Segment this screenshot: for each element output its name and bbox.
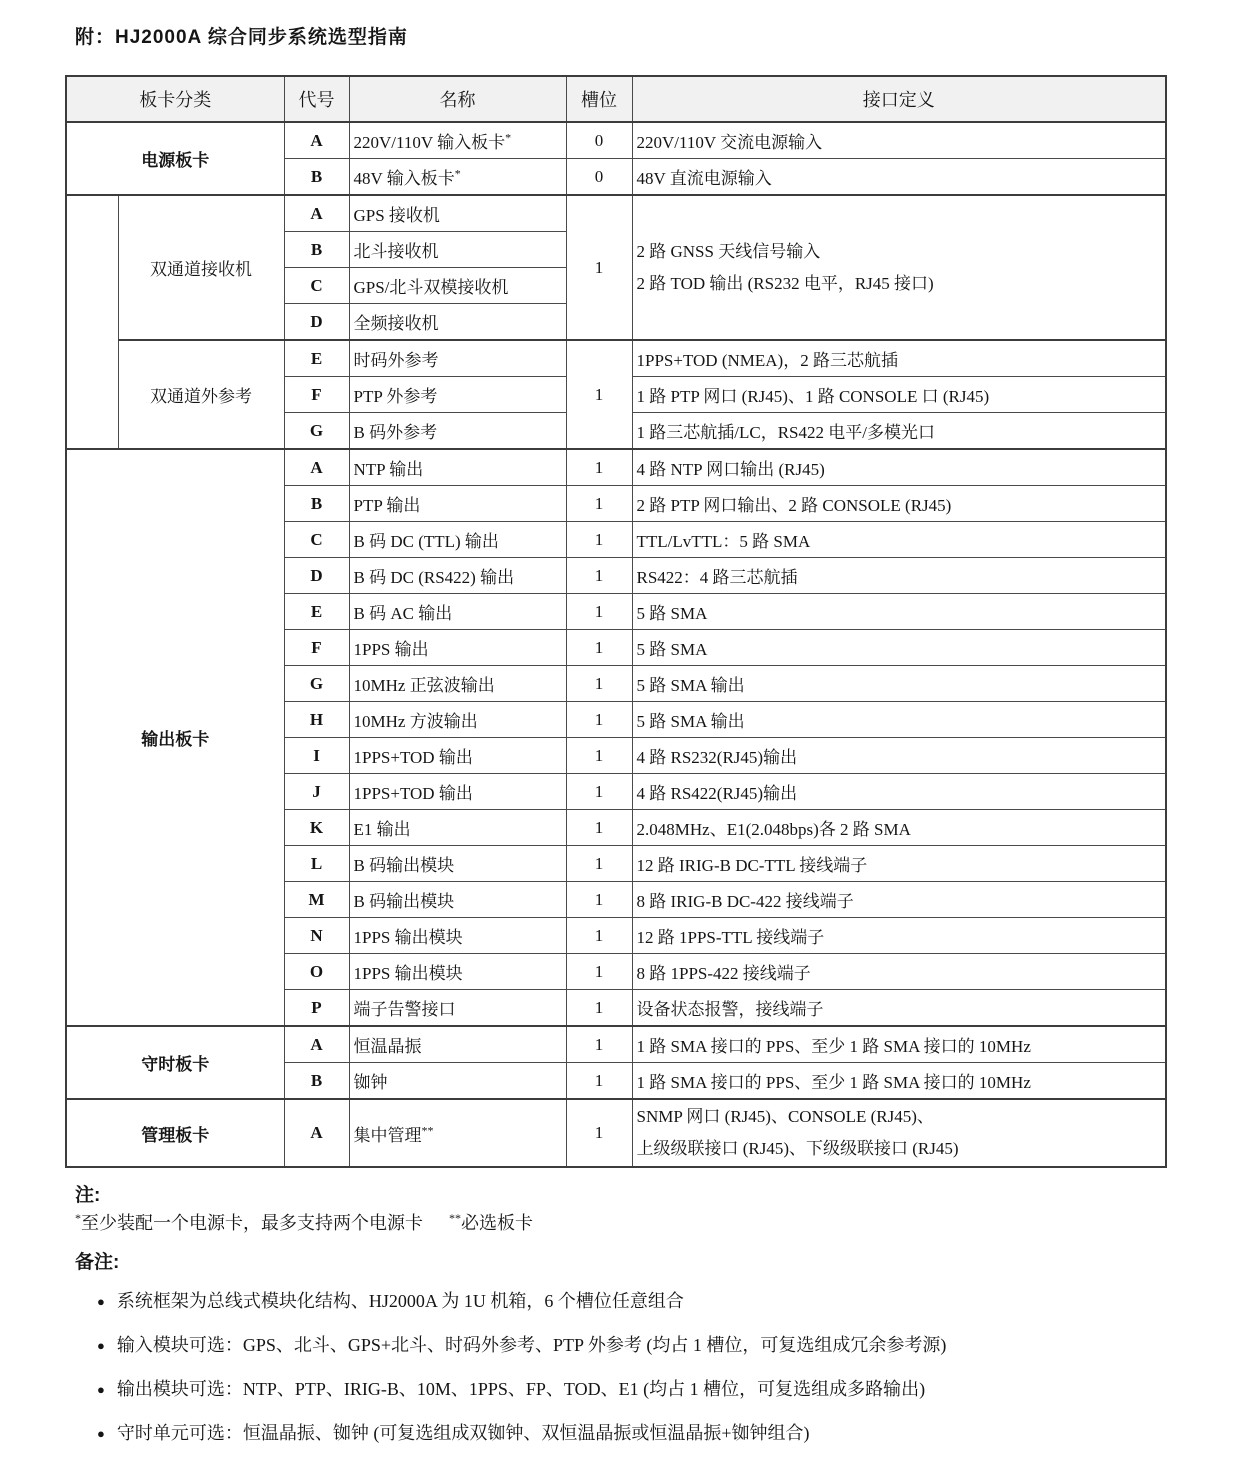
cell-interface: 设备状态报警，接线端子 <box>632 990 1166 1027</box>
board-name: PTP 输出 <box>353 496 421 515</box>
cell-name <box>349 195 566 232</box>
cell-slot: 1 <box>566 1063 632 1100</box>
cell-interface: 2.048MHz、E1(2.048bps)各 2 路 SMA <box>632 810 1166 846</box>
table-row <box>66 1026 1166 1063</box>
table-row <box>66 449 1166 486</box>
cell-code: B <box>284 1063 349 1100</box>
board-name: 全频接收机 <box>353 314 439 333</box>
cell-code: L <box>284 846 349 882</box>
board-name: B 码输出模块 <box>353 892 455 911</box>
board-name: 北斗接收机 <box>353 242 439 261</box>
cell-interface <box>632 1099 1166 1167</box>
footnote-marker: * <box>454 166 461 181</box>
cell-slot: 1 <box>566 702 632 738</box>
board-name: B 码输出模块 <box>353 856 455 875</box>
cell-name <box>349 449 566 486</box>
cell-code: A <box>284 449 349 486</box>
section-label-timekeeping: 守时板卡 <box>66 1026 284 1099</box>
cell-interface: 4 路 RS422(RJ45)输出 <box>632 774 1166 810</box>
cell-interface: 220V/110V 交流电源输入 <box>632 122 1166 159</box>
board-name: 1PPS 输出 <box>353 640 429 659</box>
cell-code: B <box>284 486 349 522</box>
remark-item <box>97 1366 1166 1410</box>
board-name: 铷钟 <box>353 1073 388 1092</box>
cell-interface: 5 路 SMA 输出 <box>632 702 1166 738</box>
section-label-receiver: 双通道接收机 <box>118 195 284 340</box>
cell-code: B <box>284 232 349 268</box>
cell-code: H <box>284 702 349 738</box>
cell-name <box>349 702 566 738</box>
cell-code: O <box>284 954 349 990</box>
cell-code: A <box>284 1099 349 1167</box>
interface-line: 2 路 TOD 输出 (RS232 电平，RJ45 接口) <box>636 273 934 293</box>
cell-name <box>349 377 566 413</box>
section-label-extref: 双通道外参考 <box>118 340 284 449</box>
cell-name <box>349 1099 566 1167</box>
header-interface: 接口定义 <box>632 76 1166 122</box>
cell-code: P <box>284 990 349 1027</box>
cell-slot: 1 <box>566 558 632 594</box>
cell-name <box>349 340 566 377</box>
board-name: B 码 DC (TTL) 输出 <box>353 532 499 551</box>
cell-name <box>349 1063 566 1100</box>
cell-name <box>349 594 566 630</box>
cell-name <box>349 990 566 1027</box>
board-name: GPS/北斗双模接收机 <box>353 278 509 297</box>
cell-name <box>349 666 566 702</box>
board-name: E1 输出 <box>353 820 411 839</box>
cell-interface <box>632 195 1166 340</box>
cell-slot: 1 <box>566 1026 632 1063</box>
cell-name <box>349 918 566 954</box>
cell-interface: 2 路 PTP 网口输出、2 路 CONSOLE (RJ45) <box>632 486 1166 522</box>
cell-name <box>349 1026 566 1063</box>
table-row <box>66 1099 1166 1167</box>
interface-line: SNMP 网口 (RJ45)、CONSOLE (RJ45)、 <box>636 1107 934 1126</box>
remark-text: 输入模块可选：GPS、北斗、GPS+北斗、时码外参考、PTP 外参考 (均占 1 槽位，可复选组成冗余参考源) <box>116 1335 947 1355</box>
footnote-marker: * <box>75 1211 81 1225</box>
board-name: GPS 接收机 <box>353 206 440 225</box>
cell-slot: 1 <box>566 630 632 666</box>
bullet-icon: ● <box>97 1338 105 1353</box>
cell-name <box>349 268 566 304</box>
bullet-icon: ● <box>97 1426 105 1441</box>
cell-code: G <box>284 666 349 702</box>
cell-slot: 1 <box>566 1099 632 1167</box>
cell-interface: 8 路 IRIG-B DC-422 接线端子 <box>632 882 1166 918</box>
note-heading: 注: <box>75 1185 101 1206</box>
cell-interface: RS422：4 路三芯航插 <box>632 558 1166 594</box>
board-name: 1PPS+TOD 输出 <box>353 784 473 803</box>
cell-code: D <box>284 304 349 341</box>
cell-name <box>349 159 566 196</box>
footnote-marker: ** <box>421 1122 434 1137</box>
cell-name <box>349 122 566 159</box>
cell-interface: 4 路 NTP 网口输出 (RJ45) <box>632 449 1166 486</box>
bullet-icon: ● <box>97 1294 105 1309</box>
table-header-row <box>66 76 1166 122</box>
cell-code: M <box>284 882 349 918</box>
cell-slot: 1 <box>566 486 632 522</box>
cell-name <box>349 232 566 268</box>
cell-interface: 1 路 SMA 接口的 PPS、至少 1 路 SMA 接口的 10MHz <box>632 1063 1166 1100</box>
cell-slot: 1 <box>566 340 632 449</box>
board-name: 1PPS 输出模块 <box>353 964 463 983</box>
cell-code: E <box>284 594 349 630</box>
remark-item <box>97 1410 1166 1454</box>
interface-line: 2 路 GNSS 天线信号输入 <box>636 241 821 261</box>
section-label-power: 电源板卡 <box>66 122 284 195</box>
remark-heading: 备注: <box>75 1252 120 1273</box>
cell-slot: 1 <box>566 666 632 702</box>
board-name: 恒温晶振 <box>353 1037 422 1056</box>
cell-name <box>349 882 566 918</box>
cell-code: E <box>284 340 349 377</box>
cell-interface: 5 路 SMA <box>632 594 1166 630</box>
cell-name <box>349 522 566 558</box>
cell-code: C <box>284 522 349 558</box>
selection-guide-table <box>65 75 1167 1168</box>
cell-name <box>349 954 566 990</box>
cell-name <box>349 486 566 522</box>
cell-slot: 0 <box>566 159 632 196</box>
cell-interface: 8 路 1PPS-422 接线端子 <box>632 954 1166 990</box>
footnote-text: 必选板卡 <box>461 1213 533 1233</box>
cell-name <box>349 413 566 450</box>
remark-text: 守时单元可选：恒温晶振、铷钟 (可复选组成双铷钟、双恒温晶振或恒温晶振+铷钟组合) <box>116 1423 810 1443</box>
remark-text: 输出模块可选：NTP、PTP、IRIG-B、10M、1PPS、FP、TOD、E1 (均占 1 槽位，可复选组成多路输出) <box>116 1379 926 1399</box>
cell-slot: 1 <box>566 846 632 882</box>
board-name: 端子告警接口 <box>353 1000 456 1019</box>
board-name: 1PPS 输出模块 <box>353 928 463 947</box>
board-name: PTP 外参考 <box>353 387 438 406</box>
cell-slot: 1 <box>566 810 632 846</box>
cell-name <box>349 774 566 810</box>
cell-code: B <box>284 159 349 196</box>
cell-interface: 1PPS+TOD (NMEA)，2 路三芯航插 <box>632 340 1166 377</box>
footnote-line <box>75 1209 1166 1235</box>
board-name: 220V/110V 输入板卡 <box>353 133 506 152</box>
cell-code: N <box>284 918 349 954</box>
table-row <box>66 195 1166 232</box>
cell-name <box>349 558 566 594</box>
cell-slot: 1 <box>566 195 632 340</box>
cell-code: C <box>284 268 349 304</box>
footnote-marker: ** <box>449 1211 461 1225</box>
board-name: 48V 输入板卡 <box>353 169 455 188</box>
bullet-icon: ● <box>97 1382 105 1397</box>
section-label-management: 管理板卡 <box>66 1099 284 1167</box>
notes-section <box>75 1180 1166 1454</box>
cell-slot: 1 <box>566 954 632 990</box>
cell-code: J <box>284 774 349 810</box>
footnote-marker: * <box>505 130 512 145</box>
table-row <box>66 122 1166 159</box>
cell-slot: 1 <box>566 594 632 630</box>
cell-interface: 5 路 SMA 输出 <box>632 666 1166 702</box>
cell-code: A <box>284 1026 349 1063</box>
cell-slot: 0 <box>566 122 632 159</box>
cell-interface: 12 路 IRIG-B DC-TTL 接线端子 <box>632 846 1166 882</box>
cell-code: A <box>284 195 349 232</box>
remark-text: 系统框架为总线式模块化结构、HJ2000A 为 1U 机箱，6 个槽位任意组合 <box>116 1291 684 1311</box>
cell-interface: 12 路 1PPS-TTL 接线端子 <box>632 918 1166 954</box>
board-name: B 码外参考 <box>353 423 438 442</box>
cell-slot: 1 <box>566 918 632 954</box>
remark-item <box>97 1278 1166 1322</box>
header-code: 代号 <box>284 76 349 122</box>
section-label-output: 输出板卡 <box>66 449 284 1026</box>
board-name: 时码外参考 <box>353 351 439 370</box>
cell-code: A <box>284 122 349 159</box>
cell-code: F <box>284 630 349 666</box>
board-name: 1PPS+TOD 输出 <box>353 748 473 767</box>
header-slot: 槽位 <box>566 76 632 122</box>
cell-slot: 1 <box>566 738 632 774</box>
cell-interface: 48V 直流电源输入 <box>632 159 1166 196</box>
cell-name <box>349 304 566 341</box>
interface-line: 上级级联接口 (RJ45)、下级级联接口 (RJ45) <box>636 1139 959 1158</box>
cell-interface: 5 路 SMA <box>632 630 1166 666</box>
remark-item <box>97 1322 1166 1366</box>
header-name: 名称 <box>349 76 566 122</box>
cell-code: I <box>284 738 349 774</box>
page-title: 附：HJ2000A 综合同步系统选型指南 <box>75 27 408 48</box>
table-row <box>66 340 1166 377</box>
cell-code: G <box>284 413 349 450</box>
cell-interface: 1 路 PTP 网口 (RJ45)、1 路 CONSOLE 口 (RJ45) <box>632 377 1166 413</box>
board-name: 10MHz 方波输出 <box>353 712 478 731</box>
cell-interface: 1 路三芯航插/LC，RS422 电平/多模光口 <box>632 413 1166 450</box>
board-name: NTP 输出 <box>353 460 424 479</box>
cell-code: K <box>284 810 349 846</box>
cell-name <box>349 630 566 666</box>
cell-slot: 1 <box>566 990 632 1027</box>
cell-name <box>349 810 566 846</box>
board-name: 集中管理 <box>353 1125 422 1145</box>
header-category: 板卡分类 <box>66 76 284 122</box>
cell-interface: 4 路 RS232(RJ45)输出 <box>632 738 1166 774</box>
board-name: 10MHz 正弦波输出 <box>353 676 495 695</box>
cell-name <box>349 738 566 774</box>
cell-slot: 1 <box>566 522 632 558</box>
cell-interface: 1 路 SMA 接口的 PPS、至少 1 路 SMA 接口的 10MHz <box>632 1026 1166 1063</box>
board-name: B 码 AC 输出 <box>353 604 453 623</box>
input-category-strip <box>66 195 118 449</box>
cell-code: F <box>284 377 349 413</box>
footnote-text: 至少装配一个电源卡，最多支持两个电源卡 <box>81 1213 423 1233</box>
cell-interface: TTL/LvTTL：5 路 SMA <box>632 522 1166 558</box>
cell-code: D <box>284 558 349 594</box>
cell-name <box>349 846 566 882</box>
cell-slot: 1 <box>566 449 632 486</box>
board-name: B 码 DC (RS422) 输出 <box>353 568 515 587</box>
cell-slot: 1 <box>566 774 632 810</box>
cell-slot: 1 <box>566 882 632 918</box>
